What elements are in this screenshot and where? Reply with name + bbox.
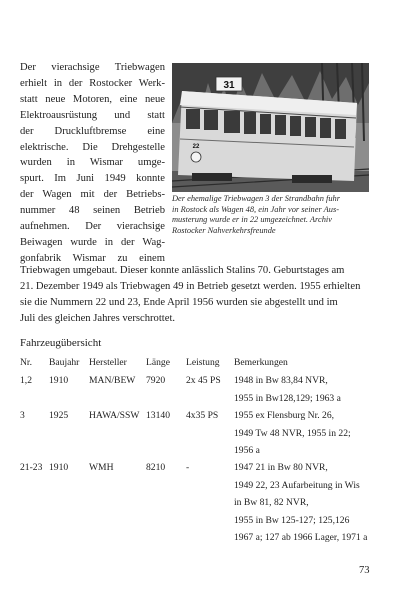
remark-line: 1955 in Bw 125-127; 125,126	[234, 514, 350, 526]
caption-line: musterung wurde er in 22 umgezeichnet. Archiv	[172, 215, 332, 225]
photo-caption	[172, 194, 372, 236]
page-number: 73	[359, 565, 370, 576]
paragraph-line: aufnehmen. Der vierachsige	[20, 221, 165, 233]
paragraph-line: Der vierachsige Triebwagen	[20, 62, 165, 73]
paragraph-line: wurden in Wismar umge-	[20, 157, 165, 169]
paragraph-line: spurt. Im Juni 1949 konnte	[20, 173, 165, 185]
paragraph-line: erhielt in der Rostocker Werk-	[20, 77, 165, 89]
car-number: 22	[192, 144, 200, 150]
cell-nr: 3	[20, 410, 25, 421]
remark-line: 1956 a	[234, 445, 260, 457]
header-leistung: Leistung	[186, 357, 220, 368]
continuation-paragraph	[20, 263, 370, 327]
remark-line: 1955 ex Flensburg Nr. 26,	[234, 410, 335, 421]
paragraph-line: sie die Nummern 22 und 23, Ende April 1956 wurden sie abgestellt und im	[20, 296, 338, 308]
caption-line: Der ehemalige Triebwagen 3 der Strandbahn fuhr	[172, 194, 340, 203]
cell-leistung: -	[186, 462, 190, 473]
remark-line: 1955 in Bw128,129; 1963 a	[234, 392, 341, 404]
remark-line: in Bw 81, 82 NVR,	[234, 497, 309, 509]
cell-hersteller: HAWA/SSW	[89, 410, 140, 421]
remark-line: 1967 a; 127 ab 1966 Lager, 1971 a	[234, 532, 368, 544]
paragraph-line: statt neue Motoren, eine neue	[20, 93, 165, 105]
cell-nr: 21-23	[20, 462, 43, 473]
paragraph-line: nummer 48 seinen Betrieb	[20, 205, 165, 217]
paragraph-line: Beiwagen wurde in der Wag-	[20, 236, 165, 248]
caption-line: in Rostock als Wagen 48, ein Jahr vor seiner Aus-	[172, 204, 340, 214]
cell-laenge: 7920	[146, 375, 166, 386]
paragraph-line: gonfabrik Wismar zu einem	[20, 252, 165, 264]
paragraph-line: der Druckluftbremse eine	[20, 125, 165, 137]
header-bemerkungen: Bemerkungen	[234, 357, 288, 368]
cell-baujahr: 1910	[49, 375, 69, 386]
cell-hersteller: MAN/BEW	[89, 375, 136, 386]
tram-photo	[172, 63, 369, 192]
cell-laenge: 8210	[146, 462, 166, 473]
paragraph-line: 21. Dezember 1949 als Triebwagen 49 in Betrieb gesetzt werden. 1955 erhielten	[20, 280, 361, 292]
header-nr: Nr.	[20, 357, 32, 368]
header-baujahr: Baujahr	[49, 357, 80, 368]
destination-number: 31	[223, 80, 235, 91]
cell-nr: 1,2	[20, 375, 32, 386]
remark-line: 1949 22, 23 Aufarbeitung in Wis	[234, 479, 360, 491]
cell-laenge: 13140	[146, 410, 170, 421]
cell-bemerkungen	[234, 459, 367, 547]
caption-line: Rostocker Nahverkehrsfreunde	[172, 225, 276, 235]
paragraph-line: Triebwagen umgebaut. Dieser konnte anlässlich Stalins 70. Geburtstages am	[20, 265, 345, 276]
remark-line: 1947 21 in Bw 80 NVR,	[234, 462, 328, 473]
paragraph-line: Elektroausrüstung und statt	[20, 109, 165, 121]
table-title: Fahrzeugübersicht	[20, 337, 102, 349]
cell-hersteller: WMH	[89, 462, 114, 473]
intro-paragraph	[20, 60, 165, 267]
cell-baujahr: 1910	[49, 462, 69, 473]
header-laenge: Länge	[146, 357, 170, 368]
cell-bemerkungen	[234, 372, 341, 407]
remark-line: 1948 in Bw 83,84 NVR,	[234, 375, 328, 386]
paragraph-line: der Wagen mit der Betriebs-	[20, 189, 165, 201]
cell-bemerkungen	[234, 407, 351, 460]
cell-baujahr: 1925	[49, 410, 69, 421]
header-hersteller: Hersteller	[89, 357, 127, 368]
paragraph-line: elektrische. Die Drehgestelle	[20, 141, 165, 153]
paragraph-line: Juli des gleichen Jahres verschrottet.	[20, 312, 176, 324]
remark-line: 1949 Tw 48 NVR, 1955 in 22;	[234, 427, 351, 439]
cell-leistung: 4x35 PS	[186, 410, 219, 421]
cell-leistung: 2x 45 PS	[186, 375, 221, 386]
